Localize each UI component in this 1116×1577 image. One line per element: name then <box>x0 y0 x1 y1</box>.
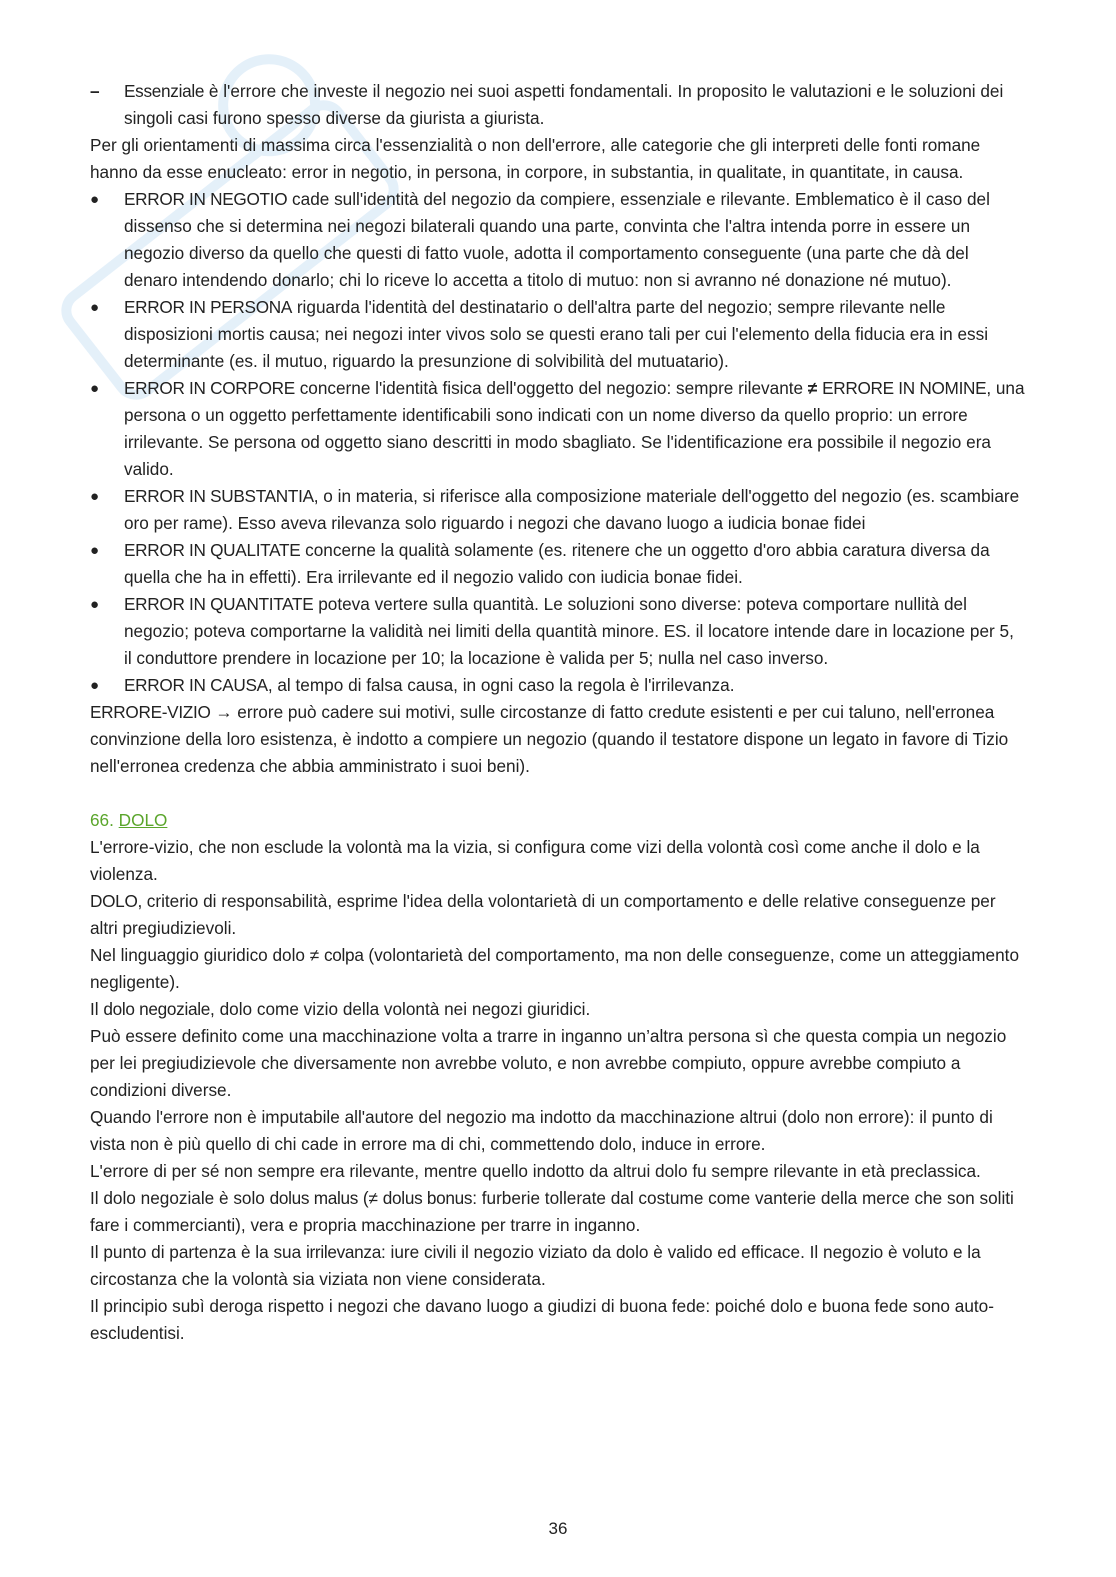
bullet-marker: ● <box>90 299 100 316</box>
highlighted-term: ERROR IN CORPORE <box>124 378 295 398</box>
text-run: Il <box>90 999 104 1019</box>
symbol-text: ≠ <box>807 378 818 398</box>
text-run: concerne la qualità solamente (es. ritenere che un oggetto d'oro abbia caratura diversa da quella che ha in effetti). Era irrilevante ed il negozio valido con iudicia bonae fidei. <box>124 540 990 587</box>
bullet-list-item <box>90 186 1025 294</box>
bullet-list-item <box>90 294 1025 375</box>
bullet-marker: ● <box>90 542 100 559</box>
highlighted-term: colpa <box>323 945 364 965</box>
paragraph <box>90 1185 1025 1239</box>
text-run: → errore può cadere sui motivi, sulle circostanze di fatto credute esistenti e per cui taluno, nell'erronea convinzione della loro esistenza, è indotto a compiere un negozio (quando il testatore dispone un legato in favore di Tizio nell'erronea credenza che abbia amministrato i suoi beni). <box>90 702 1009 776</box>
highlighted-term: ERROR IN QUALITATE <box>124 540 301 560</box>
bullet-list-item <box>90 591 1025 672</box>
highlighted-term: ERRORE-VIZIO <box>90 702 211 722</box>
text-run: L'errore di per sé non sempre era rilevante, mentre quello indotto da altrui dolo fu sempre rilevante in età preclassica. <box>90 1161 981 1181</box>
highlighted-term: ERRORE IN NOMINE <box>822 378 987 398</box>
text-run: (≠ <box>358 1188 383 1208</box>
bullet-list-item <box>90 483 1025 537</box>
document-body <box>90 78 1025 1347</box>
text-run: concerne l'identità fisica dell'oggetto del negozio: sempre rilevante <box>294 378 808 398</box>
text-run: , al tempo di falsa causa, in ogni caso la regola è l'irrilevanza. <box>267 675 735 695</box>
text-run: Il dolo negoziale è solo <box>90 1188 270 1208</box>
paragraph <box>90 1104 1025 1158</box>
heading-title: DOLO <box>118 810 168 830</box>
paragraph <box>90 1293 1025 1347</box>
paragraph <box>90 942 1025 996</box>
text-run: L'errore-vizio, che non esclude la volontà ma la vizia, si configura come vizi della volontà così come anche il dolo e la violenza. <box>90 837 980 884</box>
page-number: 36 <box>548 1519 568 1538</box>
highlighted-term: ERROR IN QUANTITATE <box>124 594 314 614</box>
highlighted-term: ERROR IN NEGOTIO <box>124 189 288 209</box>
text-run: cade sull'identità del negozio da compiere, essenziale e rilevante. Emblematico è il caso del dissenso che si determina nei negozi bilaterali quando una parte, convinta che l'altra intenda porre in essere un negozio diverso da quello che questi di fatto vuole, adotta il comportamento conseguente (una parte che dà del denaro intendendo donarlo; chi lo riceve lo accetta a titolo di mutuo: non si avranno né donazione né mutuo). <box>124 189 990 290</box>
paragraph <box>90 699 1025 780</box>
paragraph <box>90 888 1025 942</box>
text-run: : iure civili il negozio viziato da dolo è valido ed efficace. Il negozio è voluto e la circostanza che la volontà sia viziata non viene considerata. <box>90 1242 981 1289</box>
bullet-marker: ● <box>90 380 100 397</box>
paragraph <box>90 1158 1025 1185</box>
text-run: riguarda l'identità del destinatario o dell'altra parte del negozio; sempre rilevante nelle disposizioni mortis causa; nei negozi inter vivos solo se questi erano tali per cui l'elemento della fiducia era in essi determinante (es. il mutuo, riguardo la presunzione di solvibilità del mutuatario). <box>124 297 989 371</box>
paragraph <box>90 1023 1025 1104</box>
text-run: , dolo come vizio della volontà nei negozi giuridici. <box>210 999 591 1019</box>
text-run: 66. <box>90 810 119 830</box>
text-run: . il locatore intende dare in locazione per 5, il conduttore prendere in locazione per 10; la locazione è valida per 5; nulla nel caso inverso. <box>124 621 1014 668</box>
paragraph <box>90 132 1025 186</box>
bullet-marker: ● <box>90 488 100 505</box>
highlighted-term: ES <box>663 621 687 641</box>
bullet-marker: ● <box>90 191 100 208</box>
text-run: Nel linguaggio giuridico dolo ≠ <box>90 945 324 965</box>
text-run: poteva vertere sulla quantità. Le soluzioni sono diverse: poteva comportare nullità del negozio; poteva comportarne la validità nei limiti della quantità minore. <box>124 594 967 641</box>
paragraph <box>90 1239 1025 1293</box>
dash-marker: – <box>90 81 100 101</box>
highlighted-term: dolus bonus <box>382 1188 473 1208</box>
bullet-list-item <box>90 672 1025 699</box>
text-run: : furberie tollerate dal costume come vanterie della merce che son soliti fare i commercianti), vera e propria macchinazione per trarre in inganno. <box>90 1188 1014 1235</box>
dash-list-item <box>90 78 1025 132</box>
text-run: Per gli orientamenti di massima circa l'essenzialità o non dell'errore, alle categorie che gli interpreti delle fonti romane hanno da esse enucleato: error in negotio, in persona, in corpore, in substantia, in qualitate, in quantitate, in causa. <box>90 135 981 182</box>
text-run: (volontarietà del comportamento, ma non delle conseguenze, come un atteggiamento negligente). <box>90 945 1020 992</box>
text-run: Il principio subì deroga rispetto i negozi che davano luogo a giudizi di buona fede: poiché dolo e buona fede sono auto-escludentisi. <box>90 1296 994 1343</box>
text-run: è l'errore che investe il negozio nei suoi aspetti fondamentali. In proposito le valutazioni e le soluzioni dei singoli casi furono spesso diverse da giurista a giurista. <box>124 81 1004 128</box>
section-heading <box>90 807 1025 834</box>
text-run: Può essere definito come una macchinazione volta a trarre in inganno un’altra persona sì che questa compia un negozio per lei pregiudizievole che diversamente non avrebbe voluto, e non avrebbe compiuto, oppure avrebbe compiuto a condizioni diverse. <box>90 1026 1007 1100</box>
highlighted-term: ERROR IN SUBSTANTIA <box>124 486 314 506</box>
highlighted-term: dolus malus <box>269 1188 359 1208</box>
highlighted-term: Essenziale <box>124 81 205 101</box>
bullet-marker: ● <box>90 677 100 694</box>
highlighted-term: irrilevanza <box>305 1242 381 1262</box>
text-run: Quando l'errore non è imputabile all'autore del negozio ma indotto da macchinazione altrui (dolo non errore): il punto di vista non è più quello di chi cade in errore ma di chi, commettendo dolo, induce in errore. <box>90 1107 993 1154</box>
bullet-marker: ● <box>90 596 100 613</box>
text-run: criterio di responsabilità, esprime l'idea della volontarietà di un comportamento e delle relative conseguenze per altri pregiudizievoli. <box>90 891 996 938</box>
paragraph <box>90 834 1025 888</box>
paragraph <box>90 996 1025 1023</box>
text-run: Il punto di partenza è la sua <box>90 1242 306 1262</box>
bullet-list-item <box>90 537 1025 591</box>
highlighted-term: DOLO, <box>90 891 142 911</box>
highlighted-term: ERROR IN PERSONA <box>124 297 293 317</box>
text-run: , una persona o un oggetto perfettamente identificabili sono indicati con un nome diverso da quello proprio: un errore irrilevante. Se persona od oggetto siano descritti in modo sbagliato. Se l'identificazione era possibile il negozio era valido. <box>124 378 1025 479</box>
highlighted-term: ERROR IN CAUSA <box>124 675 268 695</box>
text-run: , o in materia, si riferisce alla composizione materiale dell'oggetto del negozio (es. scambiare oro per rame). Esso aveva rilevanza solo riguardo i negozi che davano luogo a iudicia bonae fidei <box>124 486 1020 533</box>
bullet-list-item <box>90 375 1025 483</box>
highlighted-term: dolo negoziale <box>103 999 211 1019</box>
